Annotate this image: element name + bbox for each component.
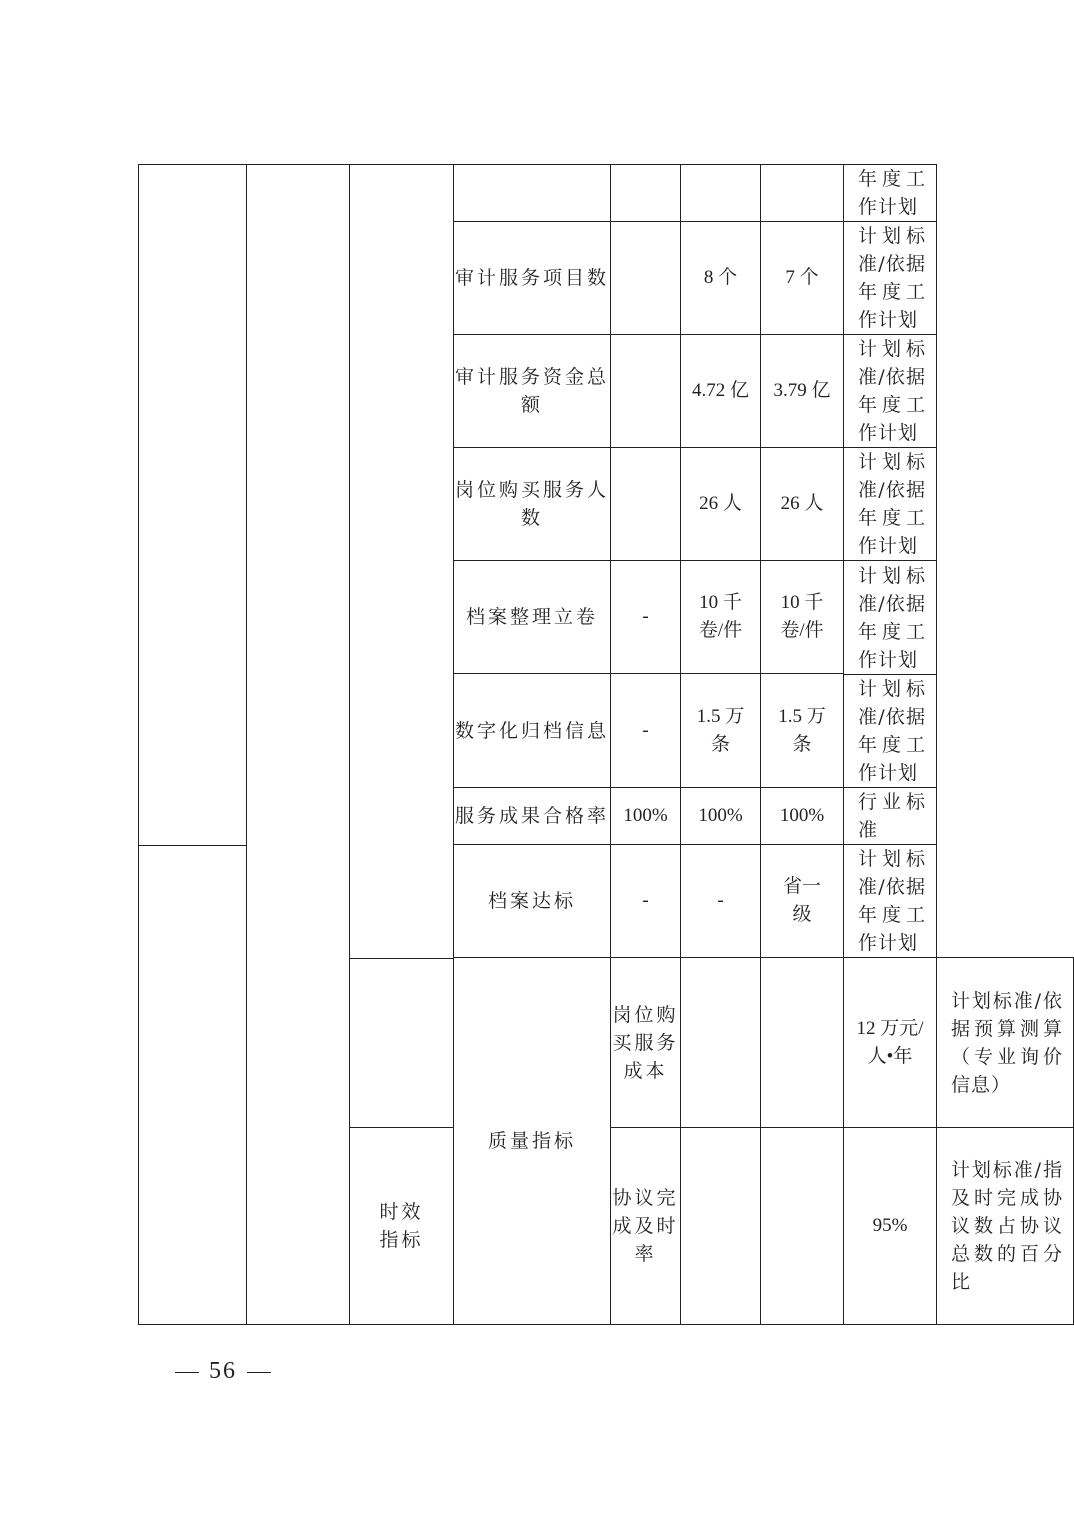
target-value-2 (761, 958, 844, 1128)
target-value-2 (681, 165, 761, 222)
performance-indicator-table (138, 164, 1074, 1325)
target-value-1 (611, 448, 681, 561)
metric-name: 数字化归档信息 (454, 674, 611, 788)
page-number (165, 1358, 281, 1385)
basis-text: 计划标准/指及时完成协议数占协议总数的百分比 (937, 1128, 1074, 1325)
level1-indicator-cell-lower (139, 846, 247, 1325)
target-value-3: 100% (761, 788, 844, 845)
metric-name: 服务成果合格率 (454, 788, 611, 845)
target-value-2: 100% (681, 788, 761, 845)
target-value-1: - (611, 845, 681, 958)
target-value-3: 26 人 (761, 448, 844, 561)
target-value-2: 4.72 亿 (681, 335, 761, 448)
metric-name: 档案达标 (454, 845, 611, 958)
target-value-2: 10 千卷/件 (681, 561, 761, 674)
dash-right (247, 1372, 271, 1373)
basis-text: 计划标准/依据预算测算（专业询价信息） (937, 958, 1074, 1128)
metric-name: 岗位购买服务成本 (611, 958, 681, 1128)
target-value-3: 1.5 万条 (761, 674, 844, 788)
metric-name: 岗位购买服务人数 (454, 448, 611, 561)
metric-name: 审计服务资金总额 (454, 335, 611, 448)
target-value-1: - (611, 674, 681, 788)
metric-name: 协议完成及时率 (611, 1128, 681, 1325)
target-value-3: 3.79 亿 (761, 335, 844, 448)
target-value-3: 省一级 (761, 845, 844, 958)
target-value-2: - (681, 845, 761, 958)
basis-text: 计划标准/依据年度工作计划 (844, 675, 937, 788)
page-number-text: 56 (209, 1358, 237, 1384)
target-value-3: 95% (844, 1128, 937, 1325)
basis-text: 计划标准/依据年度工作计划 (844, 561, 937, 675)
target-value-3: 7 个 (761, 222, 844, 335)
target-value-3: 10 千卷/件 (761, 561, 844, 674)
target-value-1 (611, 165, 681, 222)
target-value-1 (681, 1128, 761, 1325)
metric-name: 档案整理立卷 (454, 561, 611, 674)
basis-text: 计划标准/依据年度工作计划 (844, 845, 937, 958)
dash-left (175, 1372, 199, 1373)
metric-name: 审计服务项目数 (454, 222, 611, 335)
level2-indicator-cell (247, 165, 350, 1325)
quality-category-cell: 质量指标 (454, 958, 611, 1325)
timeliness-category-cell: 时效指标 (350, 1128, 454, 1325)
basis-text: 计划标准/依据年度工作计划 (844, 335, 937, 448)
quantity-category-cell (350, 165, 454, 959)
level1-indicator-cell-upper (139, 165, 247, 846)
basis-text: 行业标准 (844, 788, 937, 845)
target-value-1: - (611, 561, 681, 674)
target-value-1 (611, 222, 681, 335)
target-value-2: 1.5 万条 (681, 674, 761, 788)
target-value-3: 12 万元/人•年 (844, 958, 937, 1128)
basis-text: 计划标准/依据年度工作计划 (844, 222, 937, 335)
table-row (139, 165, 1074, 222)
target-value-2: 8 个 (681, 222, 761, 335)
target-value-1 (611, 335, 681, 448)
target-value-1: 100% (611, 788, 681, 845)
metric-name (454, 165, 611, 222)
basis-text: 计划标准/依据年度工作计划 (844, 448, 937, 561)
target-value-2: 26 人 (681, 448, 761, 561)
target-value-2 (761, 1128, 844, 1325)
basis-text: 年度工作计划 (844, 165, 937, 222)
target-value-1 (681, 958, 761, 1128)
target-value-3 (761, 165, 844, 222)
